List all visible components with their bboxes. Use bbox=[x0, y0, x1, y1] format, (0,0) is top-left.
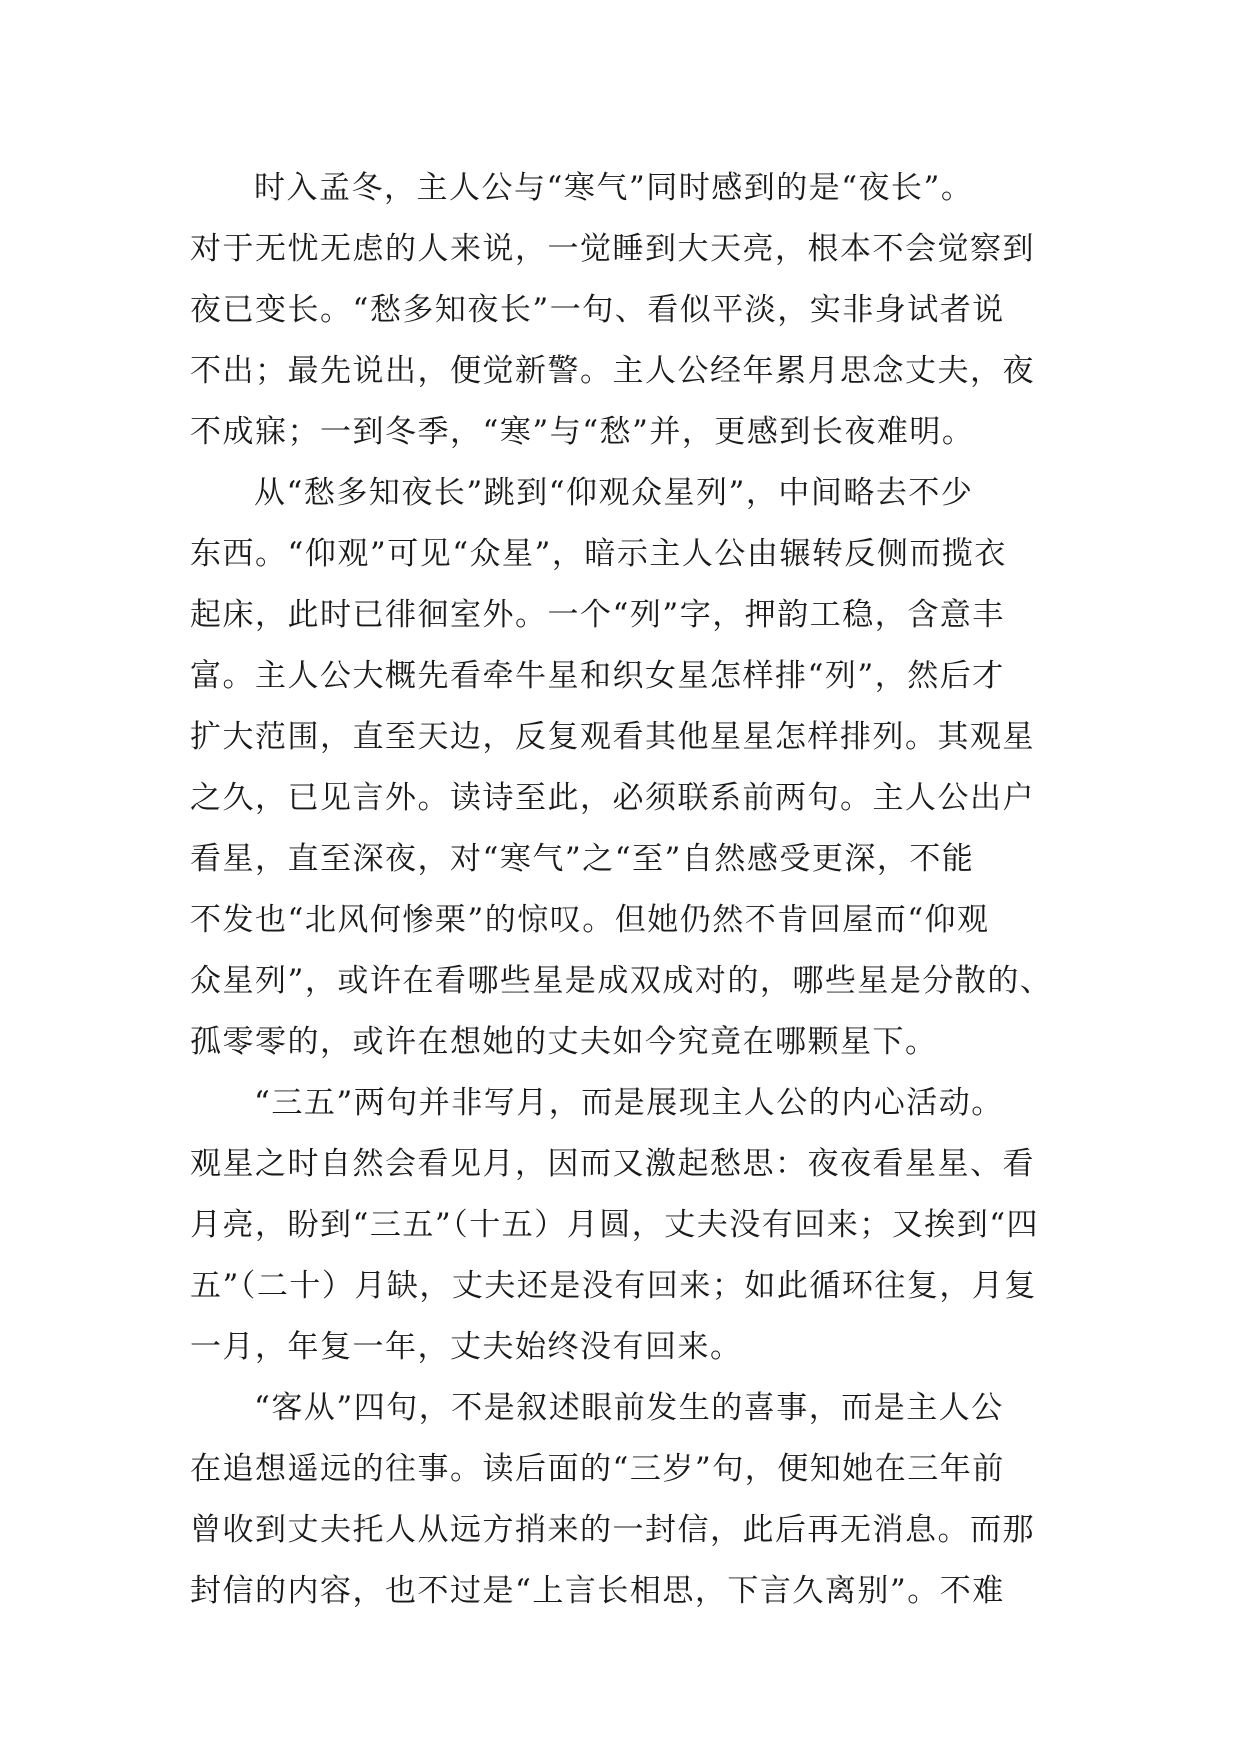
text-line: 看星，直至深夜，对“寒气”之“至”自然感受更深，不能 bbox=[190, 841, 975, 877]
text-line: 不出；最先说出，便觉新警。主人公经年累月思念丈夫，夜 bbox=[190, 353, 1035, 389]
text-line: 曾收到丈夫托人从远方捎来的一封信，此后再无消息。而那 bbox=[190, 1512, 1035, 1548]
text-line: 不发也“北风何惨栗”的惊叹。但她仍然不肯回屋而“仰观 bbox=[190, 902, 990, 938]
text-line: 扩大范围，直至天边，反复观看其他星星怎样排列。其观星 bbox=[190, 719, 1035, 755]
text-line: 五”（二十）月缺，丈夫还是没有回来；如此循环往复，月复 bbox=[190, 1268, 1037, 1304]
text-line: 时入孟冬，主人公与“寒气”同时感到的是“夜长”。 bbox=[254, 170, 974, 206]
text-line: 不成寐；一到冬季，“寒”与“愁”并，更感到长夜难明。 bbox=[190, 414, 975, 450]
paragraph-3 bbox=[190, 1073, 1070, 1378]
text-line: “客从”四句，不是叙述眼前发生的喜事，而是主人公 bbox=[254, 1390, 1004, 1426]
text-line: 封信的内容，也不过是“上言长相思，下言久离别”。不难 bbox=[190, 1573, 1005, 1609]
text-line: 月亮，盼到“三五”（十五）月圆，丈夫没有回来；又挨到“四 bbox=[190, 1207, 1040, 1243]
text-line: 富。主人公大概先看牵牛星和织女星怎样排“列”，然后才 bbox=[190, 658, 1005, 694]
text-line: 之久，已见言外。读诗至此，必须联系前两句。主人公出户 bbox=[190, 780, 1035, 816]
paragraph-1 bbox=[190, 158, 1070, 463]
text-line: 夜已变长。“愁多知夜长”一句、看似平淡，实非身试者说 bbox=[190, 292, 1005, 328]
paragraph-2 bbox=[190, 463, 1070, 1073]
text-line: 起床，此时已徘徊室外。一个“列”字，押韵工稳，含意丰 bbox=[190, 597, 1005, 633]
text-line: 一月，年复一年，丈夫始终没有回来。 bbox=[190, 1329, 743, 1365]
text-line: 孤零零的，或许在想她的丈夫如今究竟在哪颗星下。 bbox=[190, 1024, 938, 1060]
text-line: 众星列”，或许在看哪些星是成双成对的，哪些星是分散的、 bbox=[190, 963, 1053, 999]
article-body bbox=[190, 158, 1070, 1622]
text-line: 对于无忧无虑的人来说，一觉睡到大天亮，根本不会觉察到 bbox=[190, 231, 1035, 267]
text-line: 观星之时自然会看见月，因而又激起愁思：夜夜看星星、看 bbox=[190, 1146, 1035, 1182]
text-line: “三五”两句并非写月，而是展现主人公的内心活动。 bbox=[254, 1085, 1004, 1121]
paragraph-4 bbox=[190, 1378, 1070, 1622]
text-line: 东西。“仰观”可见“众星”，暗示主人公由辗转反侧而揽衣 bbox=[190, 536, 1007, 572]
text-line: 从“愁多知夜长”跳到“仰观众星列”，中间略去不少 bbox=[254, 475, 974, 511]
text-line: 在追想遥远的往事。读后面的“三岁”句，便知她在三年前 bbox=[190, 1451, 1005, 1487]
